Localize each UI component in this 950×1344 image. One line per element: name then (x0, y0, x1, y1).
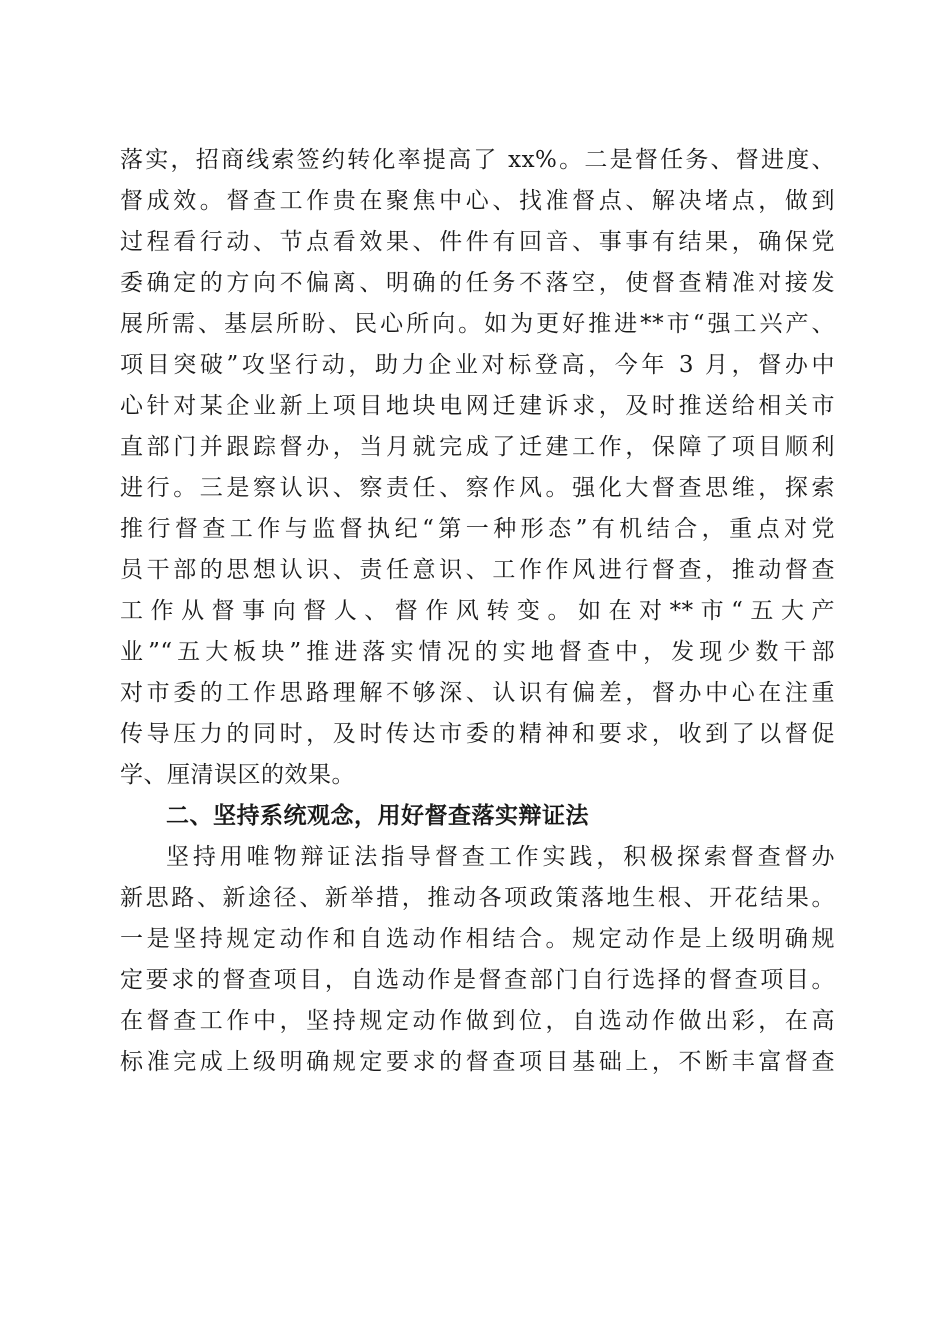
text-line: 对市委的工作思路理解不够深、认识有偏差，督办中心在注重 (120, 680, 835, 706)
text-line: 项目突破”攻坚行动，助力企业对标登高，今年 3 月，督办中 (120, 352, 835, 378)
text-line: 员干部的思想认识、责任意识、工作作风进行督查，推动督查 (120, 557, 835, 583)
text-line: 委确定的方向不偏离、明确的任务不落空，使督查精准对接发 (120, 270, 835, 296)
paragraph-1 (120, 140, 835, 795)
text-line: 一是坚持规定动作和自选动作相结合。规定动作是上级明确规 (120, 926, 835, 952)
text-line: 工作从督事向督人、督作风转变。如在对**市“五大产 (120, 598, 835, 624)
text-line: 直部门并跟踪督办，当月就完成了迁建工作，保障了项目顺利 (120, 434, 835, 460)
document-body (120, 140, 835, 1083)
text-line: 推行督查工作与监督执纪“第一种形态”有机结合，重点对党 (120, 516, 835, 542)
text-line: 坚持用唯物辩证法指导督查工作实践，积极探索督查督办 (166, 844, 835, 870)
text-line: 新思路、新途径、新举措，推动各项政策落地生根、开花结果。 (120, 885, 835, 911)
text-line: 督成效。督查工作贵在聚焦中心、找准督点、解决堵点，做到 (120, 188, 835, 214)
text-line: 在督查工作中，坚持规定动作做到位，自选动作做出彩，在高 (120, 1008, 835, 1034)
text-line: 业”“五大板块”推进落实情况的实地督查中，发现少数干部 (120, 639, 835, 665)
text-line: 标准完成上级明确规定要求的督查项目基础上，不断丰富督查 (120, 1049, 835, 1075)
text-line: 进行。三是察认识、察责任、察作风。强化大督查思维，探索 (120, 475, 835, 501)
section-heading: 二、坚持系统观念，用好督查落实辩证法 (166, 803, 589, 829)
text-line: 心针对某企业新上项目地块电网迁建诉求，及时推送给相关市 (120, 393, 835, 419)
text-line: 落实，招商线索签约转化率提高了 xx%。二是督任务、督进度、 (120, 147, 835, 173)
text-line: 传导压力的同时，及时传达市委的精神和要求，收到了以督促 (120, 721, 835, 747)
text-line: 学、厘清误区的效果。 (120, 762, 355, 788)
text-line: 定要求的督查项目，自选动作是督查部门自行选择的督查项目。 (120, 967, 835, 993)
paragraph-2 (120, 837, 835, 1082)
text-line: 过程看行动、节点看效果、件件有回音、事事有结果，确保党 (120, 229, 835, 255)
text-line: 展所需、基层所盼、民心所向。如为更好推进**市“强工兴产、 (120, 311, 835, 337)
